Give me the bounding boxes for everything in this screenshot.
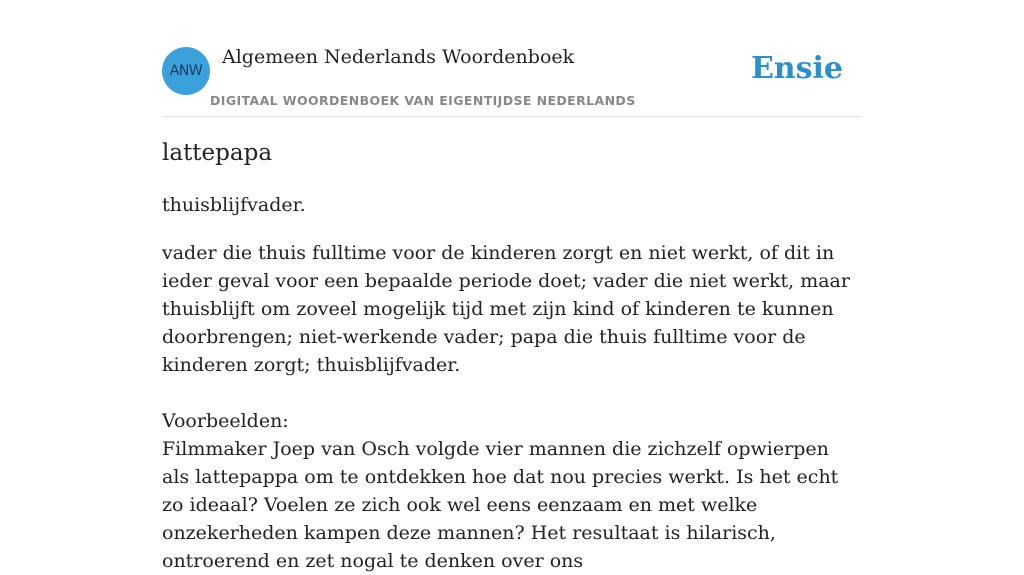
site-header xyxy=(162,0,862,117)
anw-logo[interactable] xyxy=(162,47,210,95)
examples-label: Voorbeelden: xyxy=(162,410,289,432)
dictionary-title[interactable]: Algemeen Nederlands Woordenboek xyxy=(222,46,575,68)
entry-short-definition: thuisblijfvader. xyxy=(162,194,306,216)
entry-definition: vader die thuis fulltime voor de kinderen zorgt en niet werkt, of dit in ieder geval voor een bepaalde periode doet; vader die niet werkt, maar thuisblijft om zoveel mogelijk tijd met zijn kind of kinderen te kunnen doorbrengen; niet-werkende vader; papa die thuis fulltime voor de kinderen zorgt; thuisblijfvader. xyxy=(162,242,850,376)
entry-headword: lattepapa xyxy=(162,140,273,166)
page xyxy=(162,0,862,572)
example-text: Filmmaker Joep van Osch volgde vier mannen die zichzelf opwierpen als lattepappa om te ontdekken hoe dat nou precies werkt. Is het echt zo ideaal? Voelen ze zich ook wel eens eenzaam en met welke onzekerheden kampen deze mannen? Het resultaat is hilarisch, ontroerend en zet nogal te denken over ons xyxy=(162,438,839,572)
entry-body xyxy=(162,239,862,575)
paragraph-gap xyxy=(162,379,862,407)
ensie-brand-link[interactable]: Ensie xyxy=(750,51,843,86)
logo-text: ANW xyxy=(169,63,203,79)
dictionary-subtitle: DIGITAAL WOORDENBOEK VAN EIGENTIJDSE NEDERLANDS xyxy=(210,93,636,108)
